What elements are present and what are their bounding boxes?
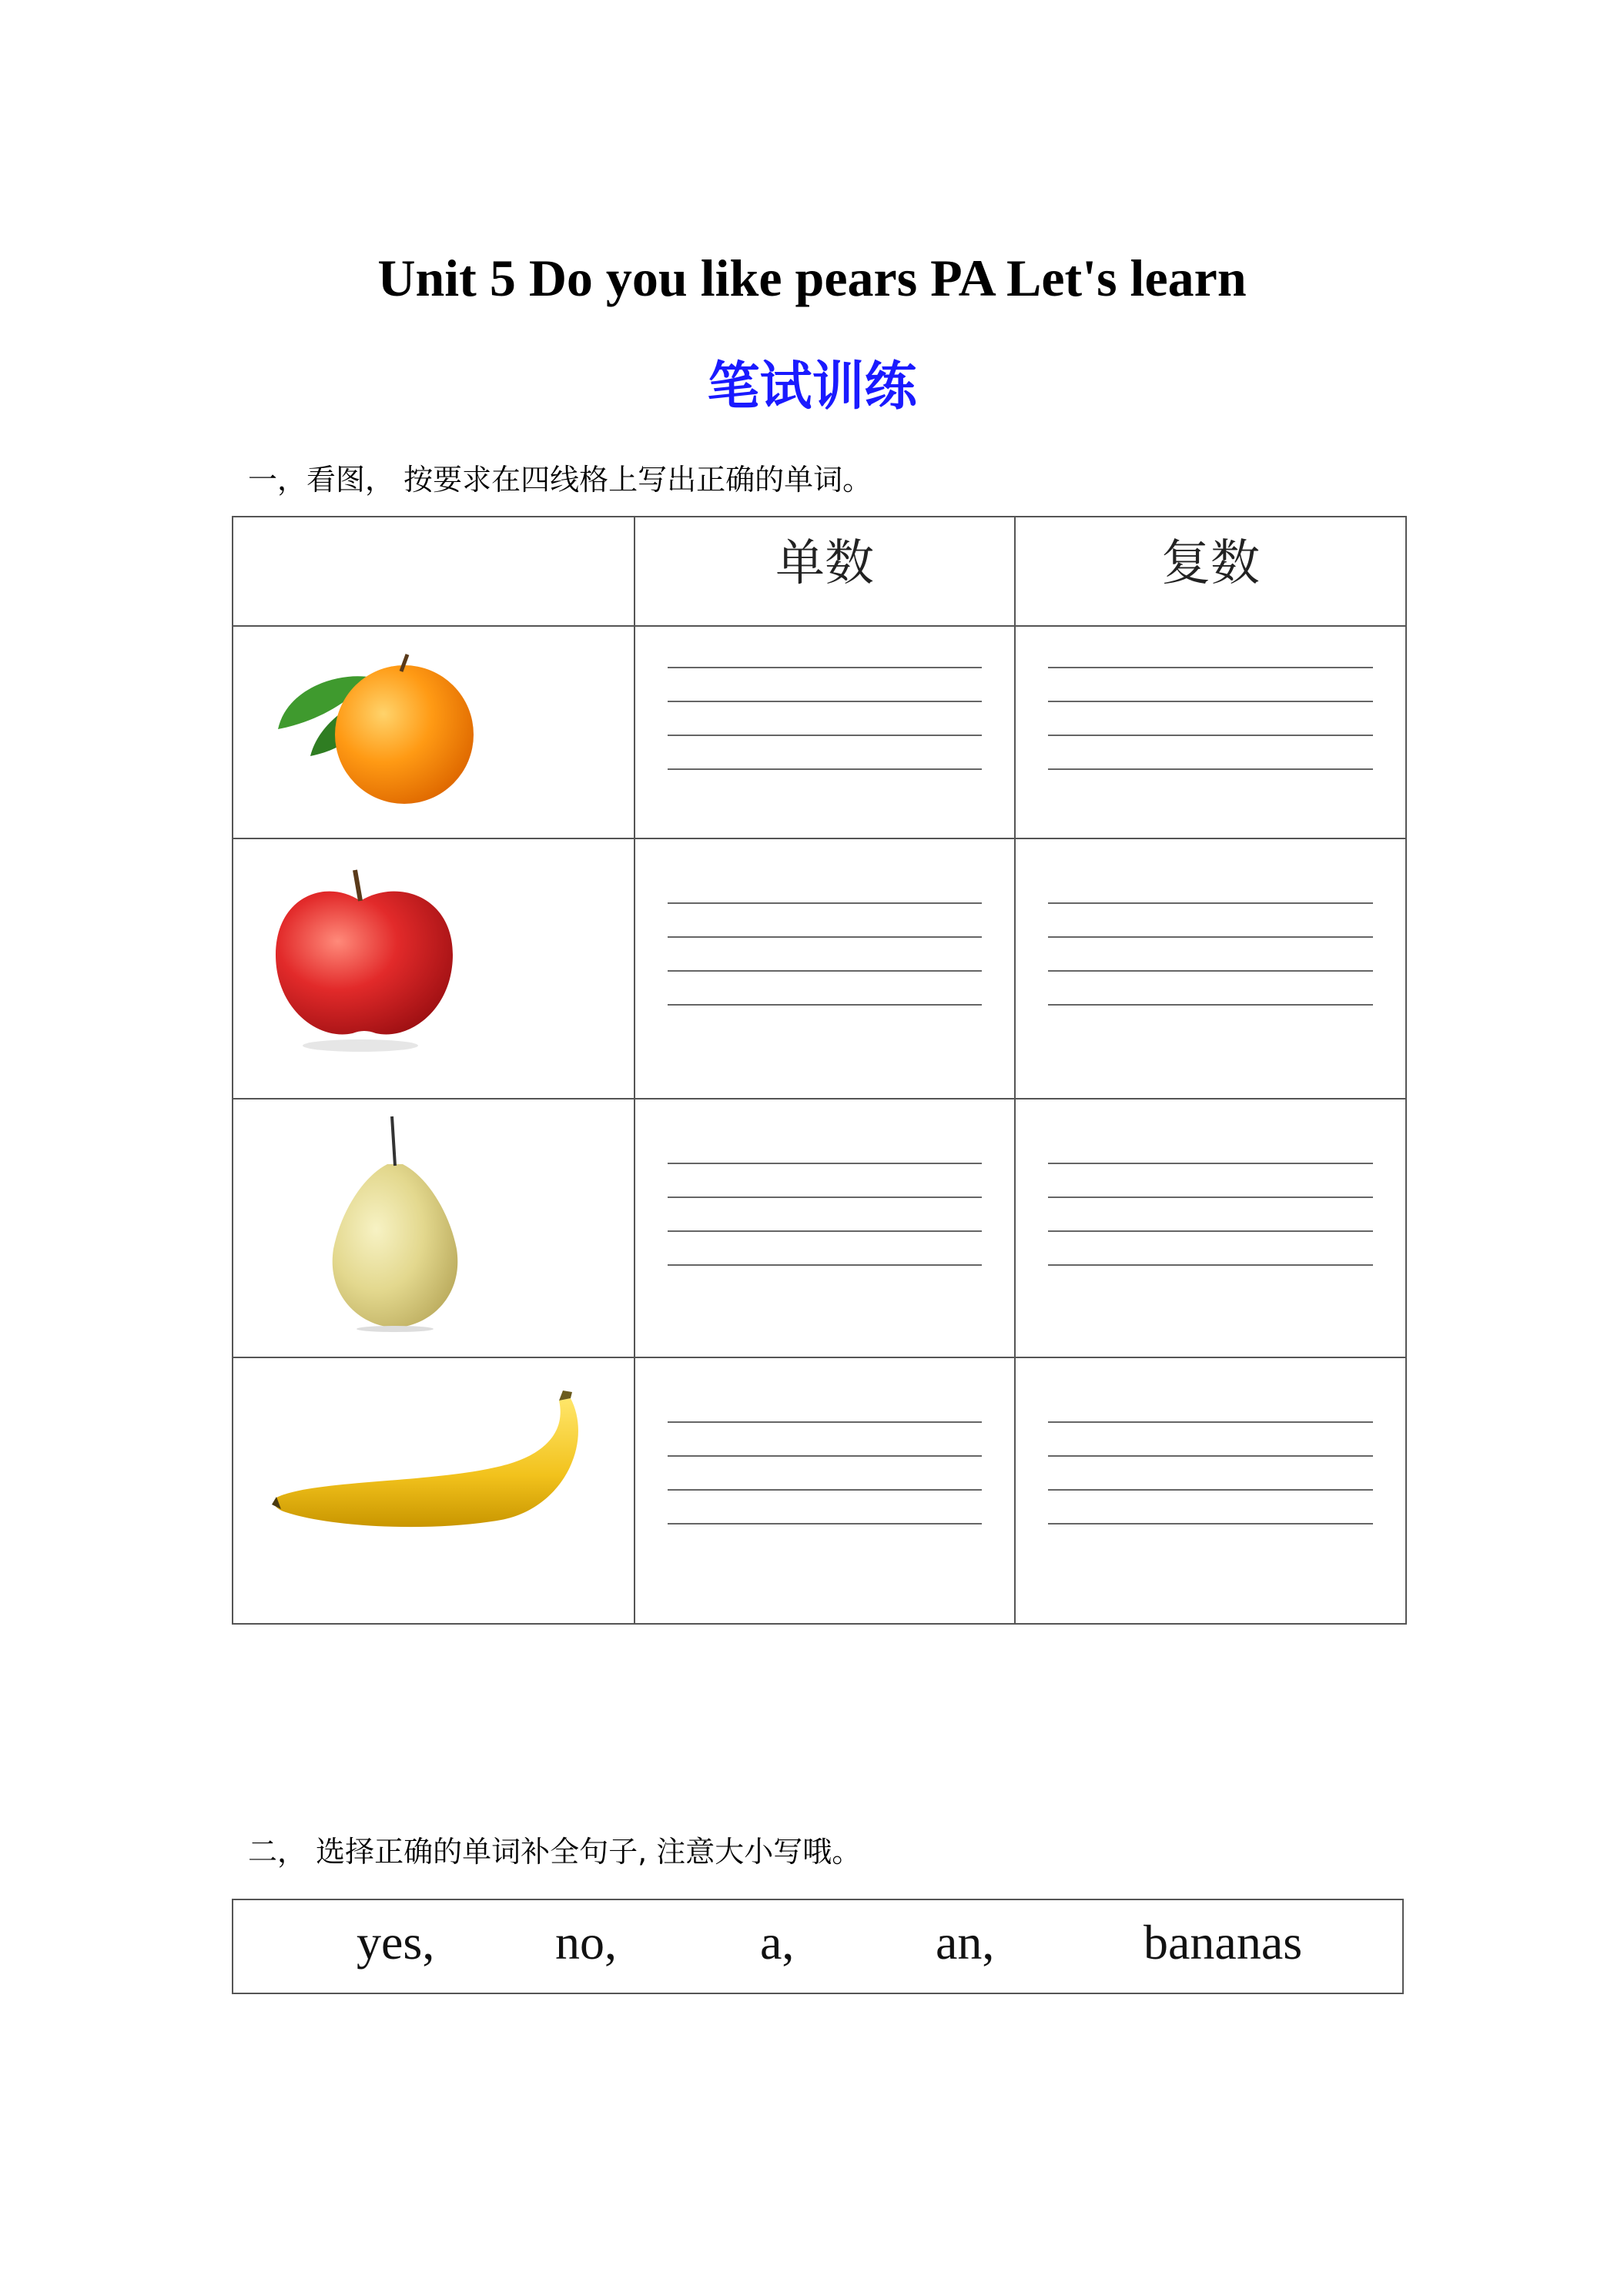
header-cell-plural: 复数 (1015, 517, 1406, 626)
section-1-heading: 一，看图， 按要求在四线格上写出正确的单词。 (248, 463, 872, 497)
banana-icon (270, 1389, 594, 1543)
writing-table (232, 516, 1407, 1625)
four-line-grid[interactable] (1048, 1130, 1373, 1266)
word-bank (232, 1899, 1404, 1994)
table-header-row (233, 517, 1406, 626)
table-row (233, 1099, 1406, 1357)
plural-writing-cell[interactable] (1015, 1357, 1406, 1624)
plural-writing-cell[interactable] (1015, 1099, 1406, 1357)
image-cell (233, 626, 635, 838)
word-bank-item: an, (936, 1915, 995, 1970)
four-line-grid[interactable] (668, 870, 982, 1006)
image-cell (233, 1099, 635, 1357)
word-bank-item: yes, (357, 1915, 435, 1970)
singular-writing-cell[interactable] (635, 838, 1015, 1099)
singular-writing-cell[interactable] (635, 1099, 1015, 1357)
table-row (233, 838, 1406, 1099)
image-cell (233, 838, 635, 1099)
four-line-grid[interactable] (668, 634, 982, 770)
word-bank-item: a, (760, 1915, 795, 1970)
apple-icon (264, 862, 464, 1055)
four-line-grid[interactable] (1048, 1389, 1373, 1525)
page-title: Unit 5 Do you like pears PA Let's learn (377, 249, 1247, 307)
header-cell-image (233, 517, 635, 626)
plural-writing-cell[interactable] (1015, 626, 1406, 838)
table-row (233, 1357, 1406, 1624)
image-cell (233, 1357, 635, 1624)
four-line-grid[interactable] (1048, 634, 1373, 770)
word-bank-item: no, (555, 1915, 617, 1970)
singular-writing-cell[interactable] (635, 1357, 1015, 1624)
singular-writing-cell[interactable] (635, 626, 1015, 838)
plural-writing-cell[interactable] (1015, 838, 1406, 1099)
word-bank-item: bananas (1143, 1915, 1303, 1970)
page-subtitle: 笔试训练 (707, 356, 917, 417)
orange-icon (256, 641, 487, 810)
header-cell-singular: 单数 (635, 517, 1015, 626)
four-line-grid[interactable] (668, 1389, 982, 1525)
section-2-heading: 二， 选择正确的单词补全句子, 注意大小写哦。 (248, 1835, 862, 1869)
pear-icon (310, 1110, 480, 1334)
four-line-grid[interactable] (668, 1130, 982, 1266)
table-row (233, 626, 1406, 838)
four-line-grid[interactable] (1048, 870, 1373, 1006)
